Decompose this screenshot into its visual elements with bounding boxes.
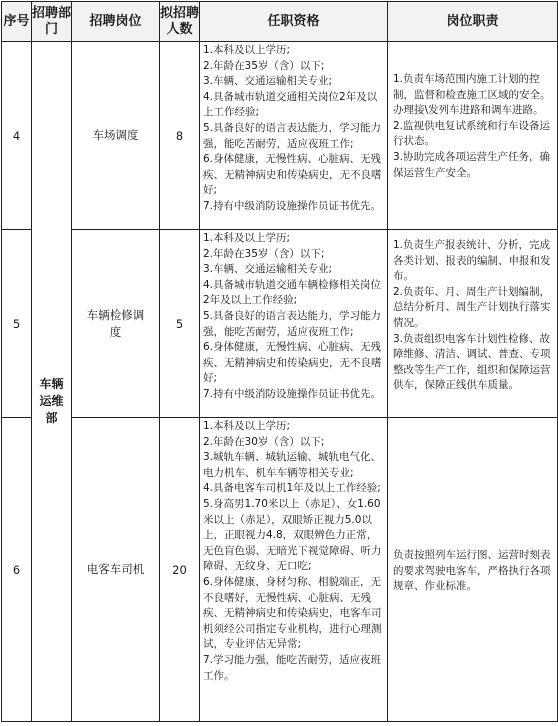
table-row: [2, 230, 558, 418]
department-name: 车辆运维部: [39, 377, 64, 425]
qualification-item: 5.身高男1.70米以上（赤足）、女1.60米以上（赤足），双眼矫正视力5.0以上，正眼视力4.8，双眼辨色力正常，无色盲色弱、无暗光下视觉障碍、听力障碍、无纹身、无口吃;: [203, 497, 382, 573]
recruitment-table: [1, 1, 558, 722]
qualification-item: 2.年龄在30岁（含）以下;: [203, 435, 325, 448]
row-duties: [388, 42, 558, 230]
qualification-item: 6.身体健康、身材匀称、相貌端正，无不良嗜好，无慢性病、心脏病、无残疾、无精神病史和传染病史，电客车司机须经公司指定专业机构，进行心理测试，专业评估无异常;: [203, 575, 382, 651]
table-row: [2, 42, 558, 230]
qualification-item: 3.车辆、交通运输相关专业;: [203, 263, 333, 276]
row-no: 5: [2, 230, 32, 418]
row-count: 5: [160, 230, 200, 418]
qualification-item: 7.学习能力强，能吃苦耐劳，适应夜班工作。: [203, 653, 382, 682]
row-count: 20: [160, 418, 200, 722]
qualification-item: 7.持有中级消防设施操作员证书优先。: [203, 199, 382, 212]
header-duties: 岗位职责: [388, 2, 558, 42]
qualification-item: 7.持有中级消防设施操作员证书优先。: [203, 387, 382, 400]
qualification-item: 6.身体健康，无慢性病、心脏病、无残疾、无精神病史和传染病史，无不良嗜好;: [203, 341, 382, 385]
row-count: 8: [160, 42, 200, 230]
duty-item: 3.负责组织电客车计划性检修、故障维修、清洁、调试、普查、专项整改等生产工作，组织和保障运营供车，保障正线供车质量。: [393, 332, 551, 392]
qualification-item: 5.具备良好的语言表达能力，学习能力强，能吃苦耐劳，适应夜班工作;: [203, 309, 382, 338]
row-qualifications: [200, 42, 388, 230]
position-label: 车辆检修调度: [86, 307, 145, 339]
header-position: 招聘岗位: [72, 2, 160, 42]
position-label: 电客车司机: [86, 562, 145, 576]
qualification-item: 6.身体健康，无慢性病、心脏病、无残疾、无精神病史和传染病史，无不良嗜好;: [203, 153, 382, 197]
qualification-item: 1.本科及以上学历;: [203, 420, 291, 432]
header-qualifications: 任职资格: [200, 2, 388, 42]
qualification-item: 1.本科及以上学历;: [203, 232, 291, 244]
row-position: [72, 230, 160, 418]
row-duties: [388, 418, 558, 722]
position-label: 车场调度: [92, 128, 139, 142]
qualification-item: 2.年龄在35岁（含）以下;: [203, 59, 325, 72]
qualification-item: 1.本科及以上学历;: [203, 44, 291, 56]
duty-item: 负责按照列车运行图、运营时刻表的要求驾驶电客车，严格执行各项规章、作业标准。: [393, 549, 551, 593]
row-qualifications: [200, 230, 388, 418]
duty-item: 2.监视供电复试系统和行车设备运行状态。: [393, 119, 551, 148]
duty-item: 1.负责生产报表统计、分析，完成各类计划、报表的编制、申报和发布。: [393, 239, 551, 283]
header-count: 拟招聘人数: [160, 2, 200, 42]
duty-item: 1.负责车场范围内施工计划的控制，监督和检查施工区域的安全。办理接\发列车进路和调车进路。: [393, 73, 551, 117]
row-qualifications: [200, 418, 388, 722]
row-duties: [388, 230, 558, 418]
qualification-item: 4.具备城市轨道交通车辆检修相关岗位2年及以上工作经验;: [203, 278, 382, 307]
qualification-item: 2.年龄在35岁（含）以下;: [203, 247, 325, 260]
department-cell: [32, 42, 72, 722]
header-dept: 招聘部门: [32, 2, 72, 42]
header-row: [2, 2, 558, 42]
table-row: [2, 418, 558, 722]
header-no: 序号: [2, 2, 32, 42]
qualification-item: 4.具备电客车司机1年及以上工作经验;: [203, 482, 381, 495]
qualification-item: 3.城轨车辆、城轨运输、城轨电气化、电力机车、机车车辆等相关专业;: [203, 451, 382, 479]
qualification-item: 4.具备城市轨道交通相关岗位2年及以上工作经验;: [203, 90, 378, 119]
qualification-item: 5.具备良好的语言表达能力，学习能力强，能吃苦耐劳，适应夜班工作;: [203, 121, 382, 150]
row-position: [72, 42, 160, 230]
row-position: [72, 418, 160, 722]
row-no: 4: [2, 42, 32, 230]
row-no: 6: [2, 418, 32, 722]
duty-item: 2.负责年、月、周生产计划编制，总结分析月、周生产计划执行落实情况。: [393, 285, 551, 329]
duty-item: 3.协助完成各项运营生产任务，确保运营生产安全。: [393, 150, 551, 179]
qualification-item: 3.车辆、交通运输相关专业;: [203, 75, 333, 88]
